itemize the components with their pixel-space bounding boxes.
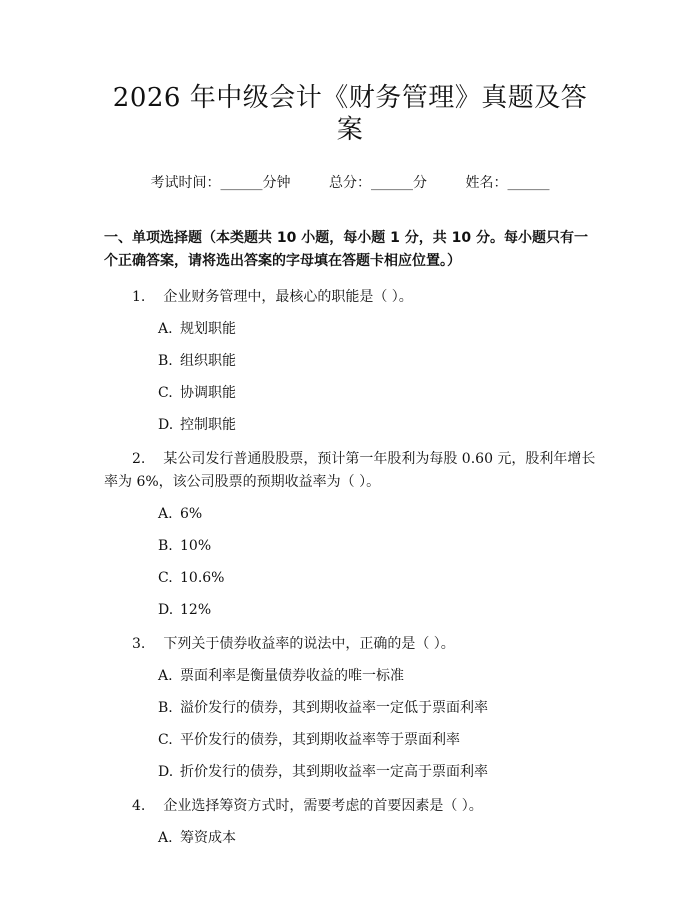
option-text: 筹资成本 xyxy=(180,830,236,846)
option-letter: B. xyxy=(158,700,173,716)
question-text xyxy=(104,286,596,309)
option-text: 控制职能 xyxy=(180,417,236,433)
option-letter: A. xyxy=(158,668,173,684)
option-text: 协调职能 xyxy=(180,385,236,401)
question-2 xyxy=(104,448,596,622)
question-stem: 企业选择筹资方式时，需要考虑的首要因素是（ ）。 xyxy=(163,798,483,814)
option-text: 溢价发行的债券，其到期收益率一定低于票面利率 xyxy=(180,700,488,716)
option-c xyxy=(104,729,596,752)
total-score-field: 总分：______分 xyxy=(329,175,427,191)
option-a xyxy=(104,503,596,526)
question-stem: 某公司发行普通股股票，预计第一年股利为每股 0.60 元，股利年增长率为 6%，该公司股票的预期收益率为（ ）。 xyxy=(104,451,596,490)
option-b xyxy=(104,350,596,373)
option-b xyxy=(104,535,596,558)
option-letter: D. xyxy=(158,602,174,618)
question-number: 3. xyxy=(132,636,146,652)
option-d xyxy=(104,414,596,437)
option-letter: B. xyxy=(158,538,173,554)
option-d xyxy=(104,761,596,784)
question-text xyxy=(104,448,596,494)
question-stem: 下列关于债券收益率的说法中，正确的是（ ）。 xyxy=(163,636,455,652)
option-text: 票面利率是衡量债券收益的唯一标准 xyxy=(180,668,404,684)
exam-info-line xyxy=(104,173,596,193)
question-stem: 企业财务管理中，最核心的职能是（ ）。 xyxy=(163,289,413,305)
page-title: 2026 年中级会计《财务管理》真题及答案 xyxy=(112,83,588,145)
exam-time-field: 考试时间：______分钟 xyxy=(150,175,291,191)
option-a xyxy=(104,318,596,341)
question-number: 1. xyxy=(132,289,146,305)
option-text: 规划职能 xyxy=(180,321,236,337)
question-4 xyxy=(104,795,596,850)
option-letter: C. xyxy=(158,385,173,401)
option-b xyxy=(104,697,596,720)
option-a xyxy=(104,665,596,688)
option-text: 10% xyxy=(180,538,212,554)
option-text: 6% xyxy=(180,506,203,522)
option-letter: A. xyxy=(158,830,173,846)
option-letter: A. xyxy=(158,321,173,337)
option-letter: D. xyxy=(158,764,174,780)
option-d xyxy=(104,599,596,622)
question-number: 4. xyxy=(132,798,146,814)
question-3 xyxy=(104,633,596,784)
student-name-field: 姓名：______ xyxy=(465,175,550,191)
option-text: 组织职能 xyxy=(180,353,236,369)
option-a xyxy=(104,827,596,850)
section-heading: 一、单项选择题（本类题共 10 小题，每小题 1 分，共 10 分。每小题只有一个正确答案，请将选出答案的字母填在答题卡相应位置。） xyxy=(104,230,588,269)
option-text: 10.6% xyxy=(180,570,225,586)
option-text: 平价发行的债券，其到期收益率等于票面利率 xyxy=(180,732,460,748)
option-c xyxy=(104,382,596,405)
question-text xyxy=(104,633,596,656)
option-letter: B. xyxy=(158,353,173,369)
option-letter: C. xyxy=(158,570,173,586)
question-1 xyxy=(104,286,596,437)
question-text xyxy=(104,795,596,818)
option-letter: A. xyxy=(158,506,173,522)
option-text: 折价发行的债券，其到期收益率一定高于票面利率 xyxy=(180,764,488,780)
option-letter: C. xyxy=(158,732,173,748)
question-number: 2. xyxy=(132,451,146,467)
option-text: 12% xyxy=(180,602,212,618)
option-c xyxy=(104,567,596,590)
option-letter: D. xyxy=(158,417,174,433)
